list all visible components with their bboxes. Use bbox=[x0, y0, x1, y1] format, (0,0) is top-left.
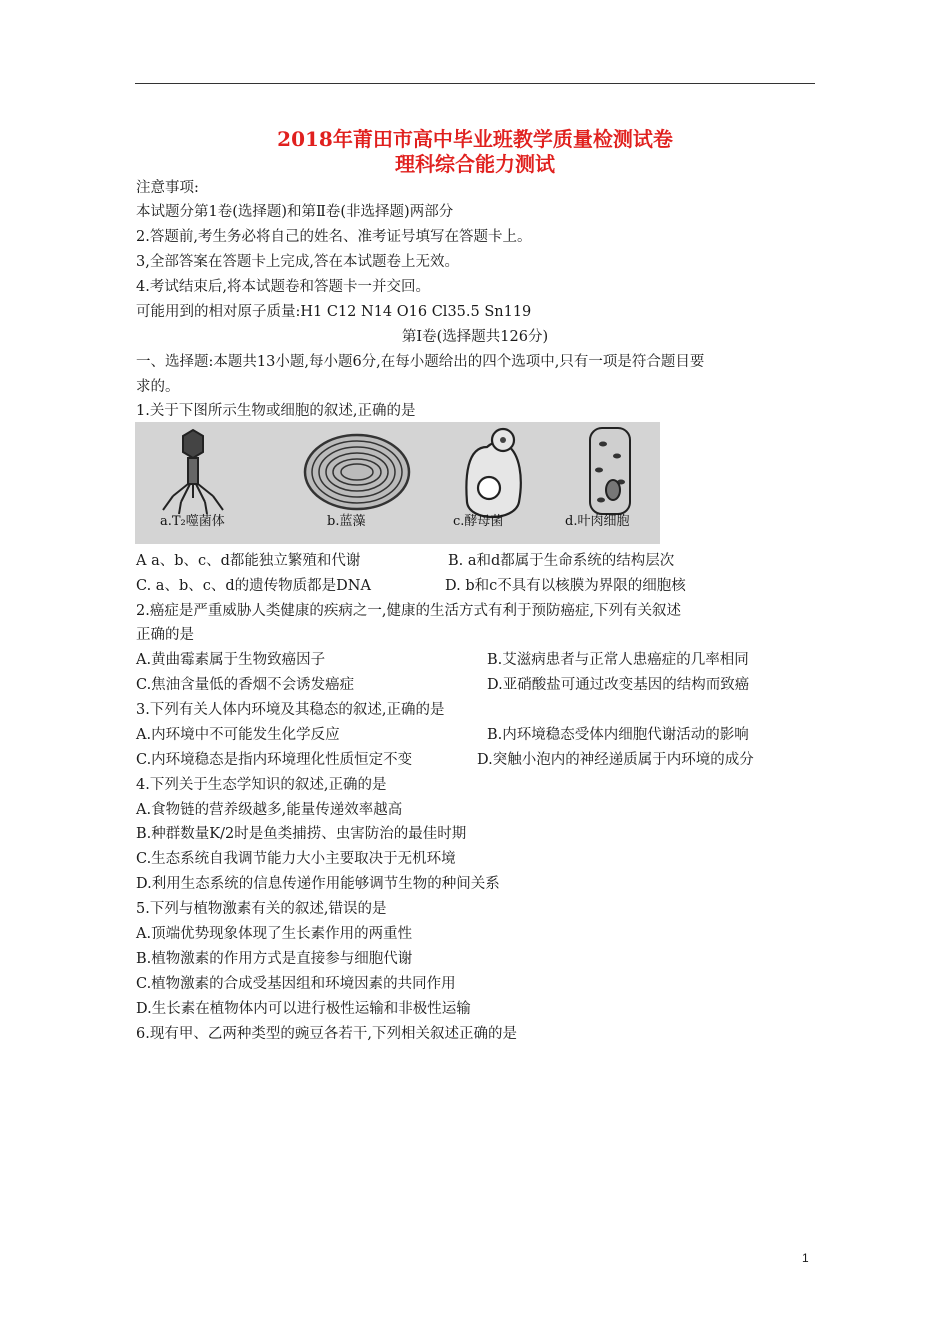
q1-option-c: C. a、b、c、d的遗传物质都是DNA bbox=[136, 578, 371, 594]
q6-stem: 6.现有甲、乙两种类型的豌豆各若干,下列相关叙述正确的是 bbox=[136, 1026, 517, 1042]
caption-cyanobacteria: b.蓝藻 bbox=[327, 514, 366, 529]
cyanobacteria-icon bbox=[305, 435, 409, 509]
notice-item: 本试题分第1卷(选择题)和第Ⅱ卷(非选择题)两部分 bbox=[136, 204, 454, 220]
q5-option-d: D.生长素在植物体内可以进行极性运输和非极性运输 bbox=[136, 1001, 471, 1017]
leaf-cell-icon bbox=[590, 428, 630, 514]
section-intro: 一、选择题:本题共13小题,每小题6分,在每小题给出的四个选项中,只有一项是符合题目要 bbox=[136, 354, 705, 370]
q4-option-a: A.食物链的营养级越多,能量传递效率越高 bbox=[136, 802, 403, 818]
page-number: 1 bbox=[802, 1251, 809, 1265]
q5-option-a: A.顶端优势现象体现了生长素作用的两重性 bbox=[136, 926, 413, 942]
q4-option-c: C.生态系统自我调节能力大小主要取决于无机环境 bbox=[136, 851, 456, 867]
q2-option-b: B.艾滋病患者与正常人患癌症的几率相同 bbox=[487, 652, 749, 668]
notice-item: 3,全部答案在答题卡上完成,答在本试题卷上无效。 bbox=[136, 254, 459, 270]
q2-option-c: C.焦油含量低的香烟不会诱发癌症 bbox=[136, 677, 355, 693]
q4-option-b: B.种群数量K/2时是鱼类捕捞、虫害防治的最佳时期 bbox=[136, 826, 467, 842]
phage-icon bbox=[163, 430, 223, 514]
q1-option-d: D. b和c不具有以核膜为界限的细胞核 bbox=[445, 578, 686, 594]
exam-subtitle: 理科综合能力测试 bbox=[395, 152, 555, 176]
caption-yeast: c.酵母菌 bbox=[453, 514, 504, 529]
q5-option-b: B.植物激素的作用方式是直接参与细胞代谢 bbox=[136, 951, 413, 967]
q2-stem-cont: 正确的是 bbox=[136, 627, 194, 643]
q4-option-d: D.利用生态系统的信息传递作用能够调节生物的种间关系 bbox=[136, 876, 500, 892]
section-intro-cont: 求的。 bbox=[136, 379, 180, 395]
q3-option-a: A.内环境中不可能发生化学反应 bbox=[136, 727, 340, 743]
q2-stem: 2.癌症是严重威胁人类健康的疾病之一,健康的生活方式有利于预防癌症,下列有关叙述 bbox=[136, 603, 682, 619]
atomic-mass-line: 可能用到的相对原子质量:H1 C12 N14 O16 Cl35.5 Sn119 bbox=[136, 304, 532, 320]
q3-option-c: C.内环境稳态是指内环境理化性质恒定不变 bbox=[136, 752, 413, 768]
section-heading: 第Ⅰ卷(选择题共126分) bbox=[401, 329, 549, 345]
caption-leaf-cell: d.叶肉细胞 bbox=[565, 514, 630, 529]
q5-option-c: C.植物激素的合成受基因组和环境因素的共同作用 bbox=[136, 976, 456, 992]
q1-figure bbox=[135, 422, 660, 544]
notice-item: 2.答题前,考生务必将自己的姓名、准考证号填写在答题卡上。 bbox=[136, 229, 532, 245]
notice-item: 4.考试结束后,将本试题卷和答题卡一并交回。 bbox=[136, 279, 430, 295]
exam-title: 2018年莆田市高中毕业班教学质量检测试卷 bbox=[277, 127, 673, 151]
notice-heading: 注意事项: bbox=[136, 180, 199, 196]
caption-phage: a.T₂噬菌体 bbox=[160, 514, 225, 529]
q4-stem: 4.下列关于生态学知识的叙述,正确的是 bbox=[136, 777, 387, 793]
q1-option-b: B. a和d都属于生命系统的结构层次 bbox=[448, 553, 675, 569]
header-rule bbox=[135, 83, 815, 84]
q3-stem: 3.下列有关人体内环境及其稳态的叙述,正确的是 bbox=[136, 702, 445, 718]
q1-option-a: A a、b、c、d都能独立繁殖和代谢 bbox=[136, 553, 361, 569]
q2-option-d: D.亚硝酸盐可通过改变基因的结构而致癌 bbox=[487, 677, 750, 693]
yeast-icon bbox=[466, 429, 520, 517]
q3-option-b: B.内环境稳态受体内细胞代谢活动的影响 bbox=[487, 727, 749, 743]
q5-stem: 5.下列与植物激素有关的叙述,错误的是 bbox=[136, 901, 387, 917]
q2-option-a: A.黄曲霉素属于生物致癌因子 bbox=[136, 652, 326, 668]
q1-stem: 1.关于下图所示生物或细胞的叙述,正确的是 bbox=[136, 403, 416, 419]
q3-option-d: D.突触小泡内的神经递质属于内环境的成分 bbox=[477, 752, 754, 768]
